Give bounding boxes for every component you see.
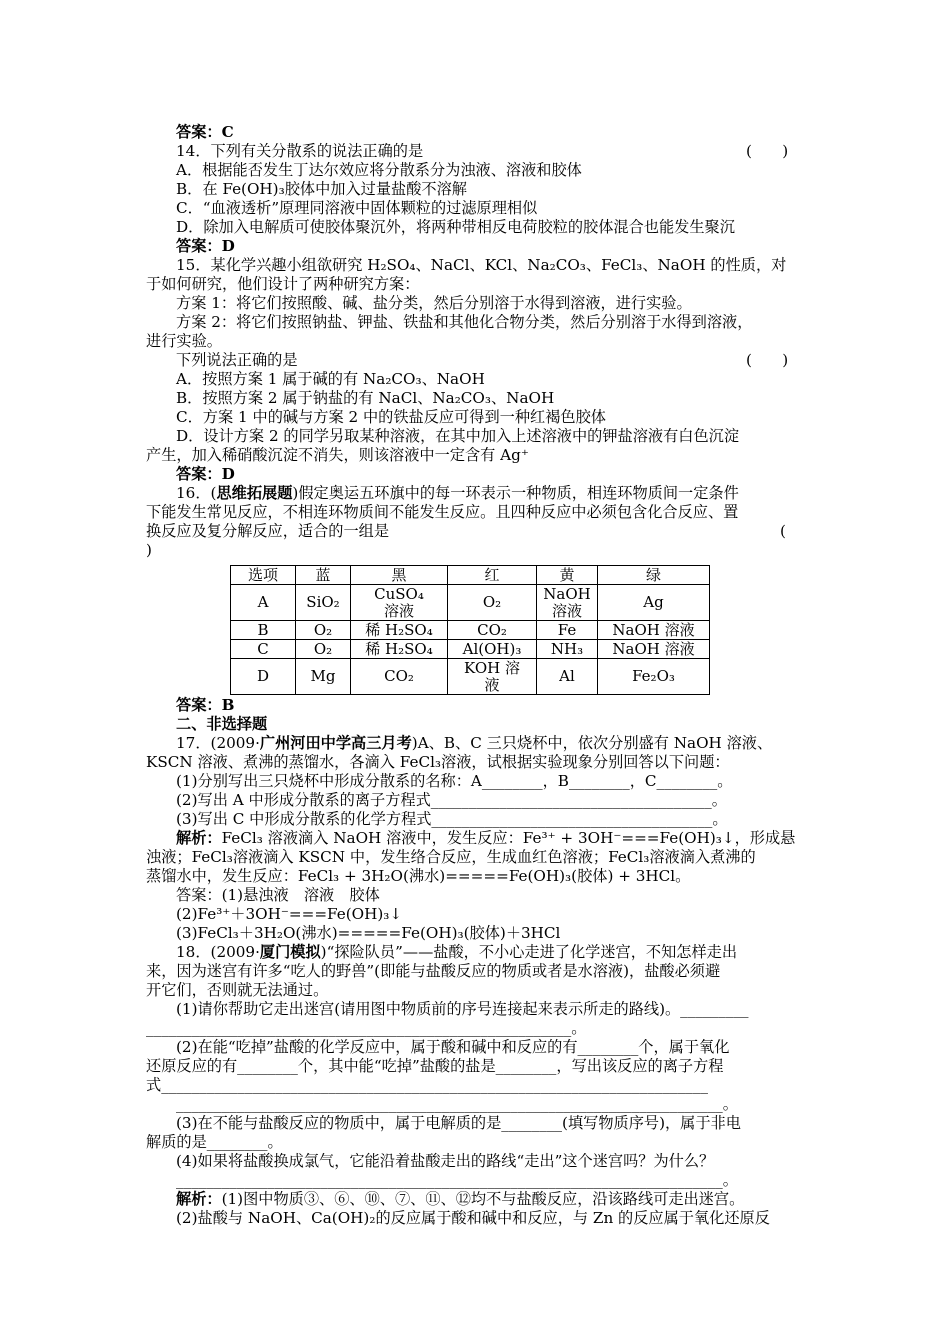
q18-analysis-1 bbox=[176, 1190, 744, 1209]
q16-number: 16．( bbox=[176, 484, 217, 502]
q15-option-d: D．设计方案 2 的同学另取某种溶液，在其中加入上述溶液中的钾盐溶液有白色沉淀 bbox=[176, 427, 740, 445]
question-15-stem-2: 于如何研究，他们设计了两种研究方案： bbox=[146, 275, 420, 293]
question-16-stem-2: 下能发生常见反应，不相连环物质间不能发生反应。且四种反应中必须包含化合反应、置 bbox=[146, 503, 739, 521]
analysis-label: 解析： bbox=[176, 829, 222, 847]
question-18-stem-3: 开它们，否则就无法通过。 bbox=[146, 981, 329, 999]
answer-15: 答案：D bbox=[176, 465, 235, 483]
q14-option-c: C．“血液透析”原理同溶液中固体颗粒的过滤原理相似 bbox=[176, 199, 538, 217]
table-cell: CO₂ bbox=[448, 621, 537, 640]
q15-prompt: 下列说法正确的是 bbox=[176, 351, 298, 369]
q17-analysis-2: 浊液；FeCl₃溶液滴入 KSCN 中，发生络合反应，生成血红色溶液；FeCl₃溶液滴入煮沸的 bbox=[146, 848, 756, 866]
q17-source: 广州河田中学高三月考 bbox=[259, 734, 412, 752]
table-cell: CuSO₄ 溶液 bbox=[351, 585, 448, 621]
table-row bbox=[231, 640, 710, 659]
q17-analysis-1 bbox=[176, 829, 795, 848]
q17-analysis-3: 蒸馏水中，发生反应：FeCl₃ + 3H₂O(沸水)=====Fe(OH)₃(胶体) + 3HCl。 bbox=[146, 867, 691, 885]
q18-part-3-cont: 解质的是________。 bbox=[146, 1133, 283, 1151]
table-header-cell: 蓝 bbox=[296, 566, 351, 585]
table-cell: C bbox=[231, 640, 296, 659]
q16-options-table bbox=[230, 565, 710, 695]
question-16-stem-1 bbox=[176, 484, 739, 503]
question-15-stem-1: 15．某化学兴趣小组欲研究 H₂SO₄、NaCl、KCl、Na₂CO₃、FeCl₃、NaOH 的性质，对 bbox=[176, 256, 787, 274]
q18-part-2-cont: 还原反应的有________个，其中能“吃掉”盐酸的盐是________，写出该反应的离子方程 bbox=[146, 1057, 724, 1075]
table-header-cell: 黑 bbox=[351, 566, 448, 585]
q15-option-a: A．按照方案 1 属于碱的有 Na₂CO₃、NaOH bbox=[176, 370, 485, 388]
q15-option-b: B．按照方案 2 属于钠盐的有 NaCl、Na₂CO₃、NaOH bbox=[176, 389, 555, 407]
table-cell: KOH 溶 液 bbox=[448, 659, 537, 695]
q18-part-2-blank-1: 式________________________________________________________________________ bbox=[146, 1076, 708, 1094]
q16-tag: 思维拓展题 bbox=[216, 484, 293, 502]
table-cell: O₂ bbox=[448, 585, 537, 621]
question-15-bracket: ( ) bbox=[746, 351, 789, 369]
q14-option-d: D．除加入电解质可使胶体聚沉外，将两种带相反电荷胶粒的胶体混合也能发生聚沉 bbox=[176, 218, 735, 236]
table-header-row bbox=[231, 566, 710, 585]
table-cell: NaOH 溶液 bbox=[598, 640, 710, 659]
q18-analysis-2: (2)盐酸与 NaOH、Ca(OH)₂的反应属于酸和碱中和反应，与 Zn 的反应属于氧化还原反 bbox=[176, 1209, 770, 1227]
table-cell: Mg bbox=[296, 659, 351, 695]
table-cell: Al(OH)₃ bbox=[448, 640, 537, 659]
table-cell: O₂ bbox=[296, 640, 351, 659]
table-cell: Fe₂O₃ bbox=[598, 659, 710, 695]
answer-16: 答案：B bbox=[176, 696, 235, 714]
table-cell: O₂ bbox=[296, 621, 351, 640]
q17-part-1: (1)分别写出三只烧杯中形成分散系的名称：A________，B________，C________。 bbox=[176, 772, 733, 790]
table-row bbox=[231, 621, 710, 640]
question-16-bracket-open: ( bbox=[780, 522, 786, 540]
table-cell: CO₂ bbox=[351, 659, 448, 695]
question-18-stem-1 bbox=[176, 943, 737, 962]
q15-plan-1: 方案 1：将它们按照酸、碱、盐分类，然后分别溶于水得到溶液，进行实验。 bbox=[176, 294, 692, 312]
answer-14: 答案：D bbox=[176, 237, 235, 255]
table-cell: Fe bbox=[537, 621, 598, 640]
q15-option-c: C．方案 1 中的碱与方案 2 中的铁盐反应可得到一种红褐色胶体 bbox=[176, 408, 606, 426]
q18-source: 厦门模拟 bbox=[259, 943, 321, 961]
q18-part-4: (4)如果将盐酸换成氯气，它能沿着盐酸走出的路线“走出”这个迷宫吗？为什么？ bbox=[176, 1152, 715, 1170]
q18-part-2-blank-2: ________________________________________________________________________。 bbox=[176, 1095, 738, 1113]
q17-part-3: (3)写出 C 中形成分散系的化学方程式_____________________________________。 bbox=[176, 810, 728, 828]
table-cell: NaOH 溶液 bbox=[537, 585, 598, 621]
answer-17-3: (3)FeCl₃＋3H₂O(沸水)=====Fe(OH)₃(胶体)＋3HCl bbox=[176, 924, 561, 942]
table-header-cell: 选项 bbox=[231, 566, 296, 585]
table-header-cell: 黄 bbox=[537, 566, 598, 585]
question-18-stem-2: 来，因为迷宫有许多“吃人的野兽”(即能与盐酸反应的物质或者是水溶液)，盐酸必须避 bbox=[146, 962, 721, 980]
table-cell: SiO₂ bbox=[296, 585, 351, 621]
q16-text: )假定奥运五环旗中的每一环表示一种物质，相连环物质间一定条件 bbox=[292, 484, 739, 502]
answer-17-1: 答案：(1)悬浊液 溶液 胶体 bbox=[176, 886, 380, 904]
table-row bbox=[231, 585, 710, 621]
section-heading-non-choice: 二、非选择题 bbox=[176, 715, 268, 733]
q18-part-4-blank: ________________________________________________________________________。 bbox=[176, 1171, 738, 1189]
question-16-stem-3: 换反应及复分解反应，适合的一组是 bbox=[146, 522, 389, 540]
question-17-stem-1 bbox=[176, 734, 772, 753]
q18-text: )“探险队员”——盐酸，不小心走进了化学迷宫，不知怎样走出 bbox=[320, 943, 738, 961]
analysis-text: FeCl₃ 溶液滴入 NaOH 溶液中，发生反应：Fe³⁺ + 3OH⁻===Fe(OH)₃↓，形成悬 bbox=[221, 829, 796, 847]
table-cell: 稀 H₂SO₄ bbox=[351, 640, 448, 659]
table-row bbox=[231, 659, 710, 695]
table-cell: Al bbox=[537, 659, 598, 695]
q18-part-3: (3)在不能与盐酸反应的物质中，属于电解质的是________(填写物质序号)，属于非电 bbox=[176, 1114, 741, 1132]
table-cell: D bbox=[231, 659, 296, 695]
table-cell: Ag bbox=[598, 585, 710, 621]
analysis-text: (1)图中物质③、⑥、⑩、⑦、⑪、⑫均不与盐酸反应，沿该路线可走出迷宫。 bbox=[221, 1190, 745, 1208]
q15-option-d-cont: 产生，加入稀硝酸沉淀不消失，则该溶液中一定含有 Ag⁺ bbox=[146, 446, 529, 464]
question-17-stem-2: KSCN 溶液、煮沸的蒸馏水，各滴入 FeCl₃溶液，试根据实验现象分别回答以下问题： bbox=[146, 753, 730, 771]
table-cell: NaOH 溶液 bbox=[598, 621, 710, 640]
q15-plan-2: 方案 2：将它们按照钠盐、钾盐、铁盐和其他化合物分类，然后分别溶于水得到溶液， bbox=[176, 313, 753, 331]
question-14-bracket: ( ) bbox=[746, 142, 789, 160]
q17-part-2: (2)写出 A 中形成分散系的离子方程式_____________________________________。 bbox=[176, 791, 727, 809]
table-cell: NH₃ bbox=[537, 640, 598, 659]
q14-option-b: B．在 Fe(OH)₃胶体中加入过量盐酸不溶解 bbox=[176, 180, 467, 198]
table-header-cell: 红 bbox=[448, 566, 537, 585]
analysis-label: 解析： bbox=[176, 1190, 222, 1208]
table-header-cell: 绿 bbox=[598, 566, 710, 585]
q17-number: 17．(2009· bbox=[176, 734, 260, 752]
q15-plan-2-cont: 进行实验。 bbox=[146, 332, 222, 350]
q18-part-1: (1)请你帮助它走出迷宫(请用图中物质前的序号连接起来表示所走的路线)。_________ bbox=[176, 1000, 749, 1018]
q18-part-1-blank: ________________________________________________________。 bbox=[146, 1019, 587, 1037]
q18-part-2: (2)在能“吃掉”盐酸的化学反应中，属于酸和碱中和反应的有________个，属于氧化 bbox=[176, 1038, 730, 1056]
q14-option-a: A．根据能否发生丁达尔效应将分散系分为浊液、溶液和胶体 bbox=[176, 161, 582, 179]
question-16-bracket-close: ) bbox=[146, 541, 152, 559]
answer-13: 答案：C bbox=[176, 123, 234, 141]
q18-number: 18．(2009· bbox=[176, 943, 260, 961]
question-14-stem: 14．下列有关分散系的说法正确的是 bbox=[176, 142, 424, 160]
q17-text: )A、B、C 三只烧杯中，依次分别盛有 NaOH 溶液、 bbox=[411, 734, 773, 752]
answer-17-2: (2)Fe³⁺＋3OH⁻===Fe(OH)₃↓ bbox=[176, 905, 403, 923]
table-cell: B bbox=[231, 621, 296, 640]
table-cell: 稀 H₂SO₄ bbox=[351, 621, 448, 640]
table-cell: A bbox=[231, 585, 296, 621]
